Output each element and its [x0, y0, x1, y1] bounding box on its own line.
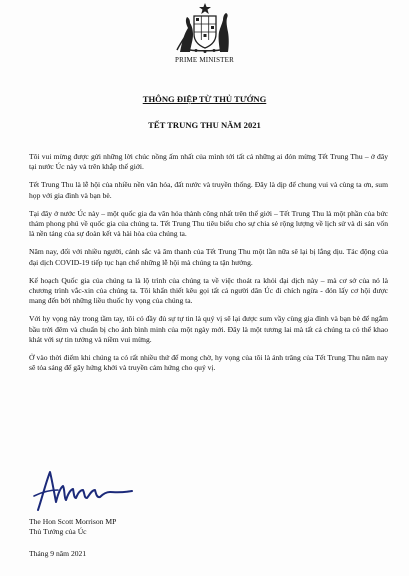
coat-of-arms-icon [176, 2, 234, 54]
paragraph: Ở vào thời điểm khi chúng ta có rất nhiều thứ để mong chờ, hy vọng của tôi là ánh trăng của Tết Trung Thu năm nay sẽ tỏa sáng để gây hứng khởi và truyền cảm hứng cho quý vị. [29, 353, 388, 373]
signer-name: The Hon Scott Morrison MP [29, 517, 117, 526]
signer-role: Thủ Tướng của Úc [29, 527, 87, 537]
paragraph: Tết Trung Thu là lễ hội của nhiều nền văn hóa, đất nước và truyền thống. Đây là dịp để chung vui và cùng ta ơn, sum họp với gia đình và bạn bè. [29, 180, 388, 200]
paragraph: Tại đây ở nước Úc này – một quốc gia đa văn hóa thành công nhất trên thế giới – Tết Trung Thu là một phần của bức thảm phong phú về quốc gia của chúng ta. Tết Trung Thu tiêu biểu cho sự chia sẻ rộng lượng về lịch sử và di sản vốn là nền tảng của sự đoàn kết và hài hòa của chúng ta. [29, 208, 388, 239]
signer-block [29, 517, 116, 537]
paragraph: Năm nay, đối với nhiều người, cảnh sắc và âm thanh của Tết Trung Thu một lần nữa sẽ lại bị lắng dịu. Tác động của đại dịch COVID-19 tiếp tục hạn chế những lễ hội mà chúng ta tận hưởng. [29, 247, 388, 267]
handwritten-signature [28, 468, 138, 514]
paragraph: Kế hoạch Quốc gia của chúng ta là lộ trình của chúng ta về việc thoát ra khỏi đại dịch này – mà cơ sở của nó là chương trình vắc-xin của chúng ta. Tôi khẩn thiết kêu gọi tất cả người dân Úc đi chích ngừa - đón lấy cơ hội được mang đến bởi những liều thuốc hy vọng của chúng ta. [29, 275, 388, 306]
paragraph: Với hy vọng này trong tầm tay, tôi có đầy đủ sự tự tin là quý vị sẽ lại được sum vầy cùng gia đình và bạn bè để ngắm bầu trời đêm và chuẩn bị cho ánh bình minh của một ngày mới. Đây là một tương lai mà tất cả chúng ta có thể khao khát với sự tin tưởng và niềm vui mừng. [29, 314, 388, 344]
paragraph: Tôi vui mừng được gửi những lời chúc nồng ấm nhất của mình tới tất cả những ai đón mừng Tết Trung Thu – ở đây tại nước Úc này và trên khắp thế giới. [29, 152, 388, 172]
message-body [29, 152, 388, 381]
letter-date: Tháng 9 năm 2021 [29, 549, 87, 558]
office-title: PRIME MINISTER [175, 56, 234, 64]
message-heading: THÔNG ĐIỆP TỪ THỦ TƯỚNG [142, 94, 267, 104]
message-subheading: TẾT TRUNG THU NĂM 2021 [148, 120, 261, 130]
